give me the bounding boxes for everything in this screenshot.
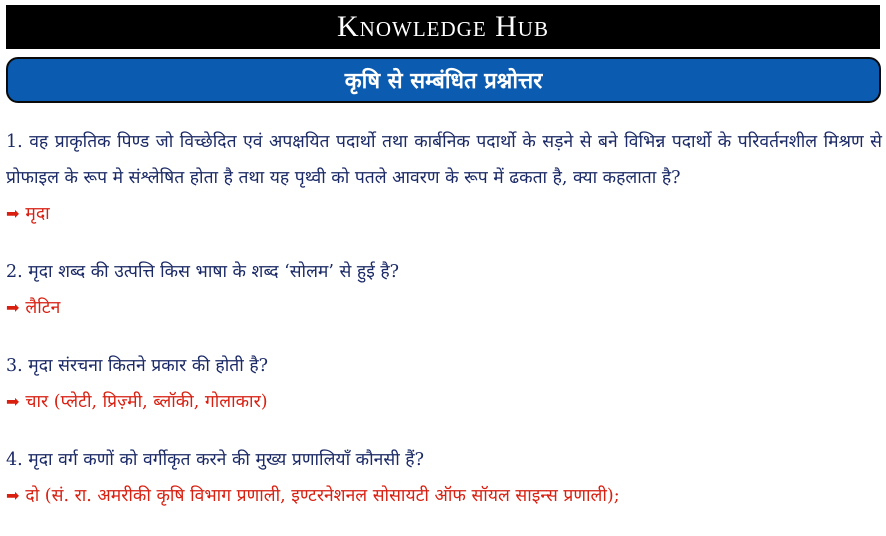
qa-item-1 <box>6 124 882 232</box>
section-heading-title: कृषि से सम्बंधित प्रश्नोत्तर <box>344 69 543 94</box>
question-4: 4. मृदा वर्ग कणों को वर्गीकृत करने की मुख्य प्रणालियाँ कौनसी हैं? <box>6 450 424 470</box>
arrow-right-icon: ➡ <box>6 298 20 317</box>
section-heading-banner <box>6 57 881 103</box>
site-brand-banner <box>6 5 880 49</box>
site-brand-title: Knowledge Hub <box>337 10 549 43</box>
answer-2 <box>6 290 882 326</box>
question-3: 3. मृदा संरचना कितने प्रकार की होती है? <box>6 356 268 376</box>
answer-4 <box>6 478 882 514</box>
qa-item-2 <box>6 254 882 326</box>
answer-2-text: लैटिन <box>25 298 61 318</box>
answer-3 <box>6 384 882 420</box>
arrow-right-icon: ➡ <box>6 392 20 411</box>
question-1: 1. वह प्राकृतिक पिण्ड जो विच्छेदित एवं अपक्षयित पदार्थो तथा कार्बनिक पदार्थो के सड़ने से बने विभिन्न पदार्थो के परिवर्तनशील मिश्रण से प्रोफाइल के रूप मे संश्लेषित होता है तथा यह पृथ्वी को पतले आवरण के रूप में ढकता है, क्या कहलाता है? <box>6 132 882 188</box>
answer-1 <box>6 196 882 232</box>
qa-item-3 <box>6 348 882 420</box>
qa-item-4 <box>6 442 882 514</box>
arrow-right-icon: ➡ <box>6 204 20 223</box>
answer-1-text: मृदा <box>25 204 50 224</box>
qa-list <box>6 124 882 536</box>
arrow-right-icon: ➡ <box>6 486 20 505</box>
question-2: 2. मृदा शब्द की उत्पत्ति किस भाषा के शब्द ‘सोलम’ से हुई है? <box>6 262 400 282</box>
answer-4-text: दो (सं. रा. अमरीकी कृषि विभाग प्रणाली, इण्टरनेशनल सोसायटी ऑफ सॉयल साइन्स प्रणाली); <box>25 486 620 506</box>
answer-3-text: चार (प्लेटी, प्रिज़्मी, ब्लॉकी, गोलाकार) <box>25 392 268 412</box>
